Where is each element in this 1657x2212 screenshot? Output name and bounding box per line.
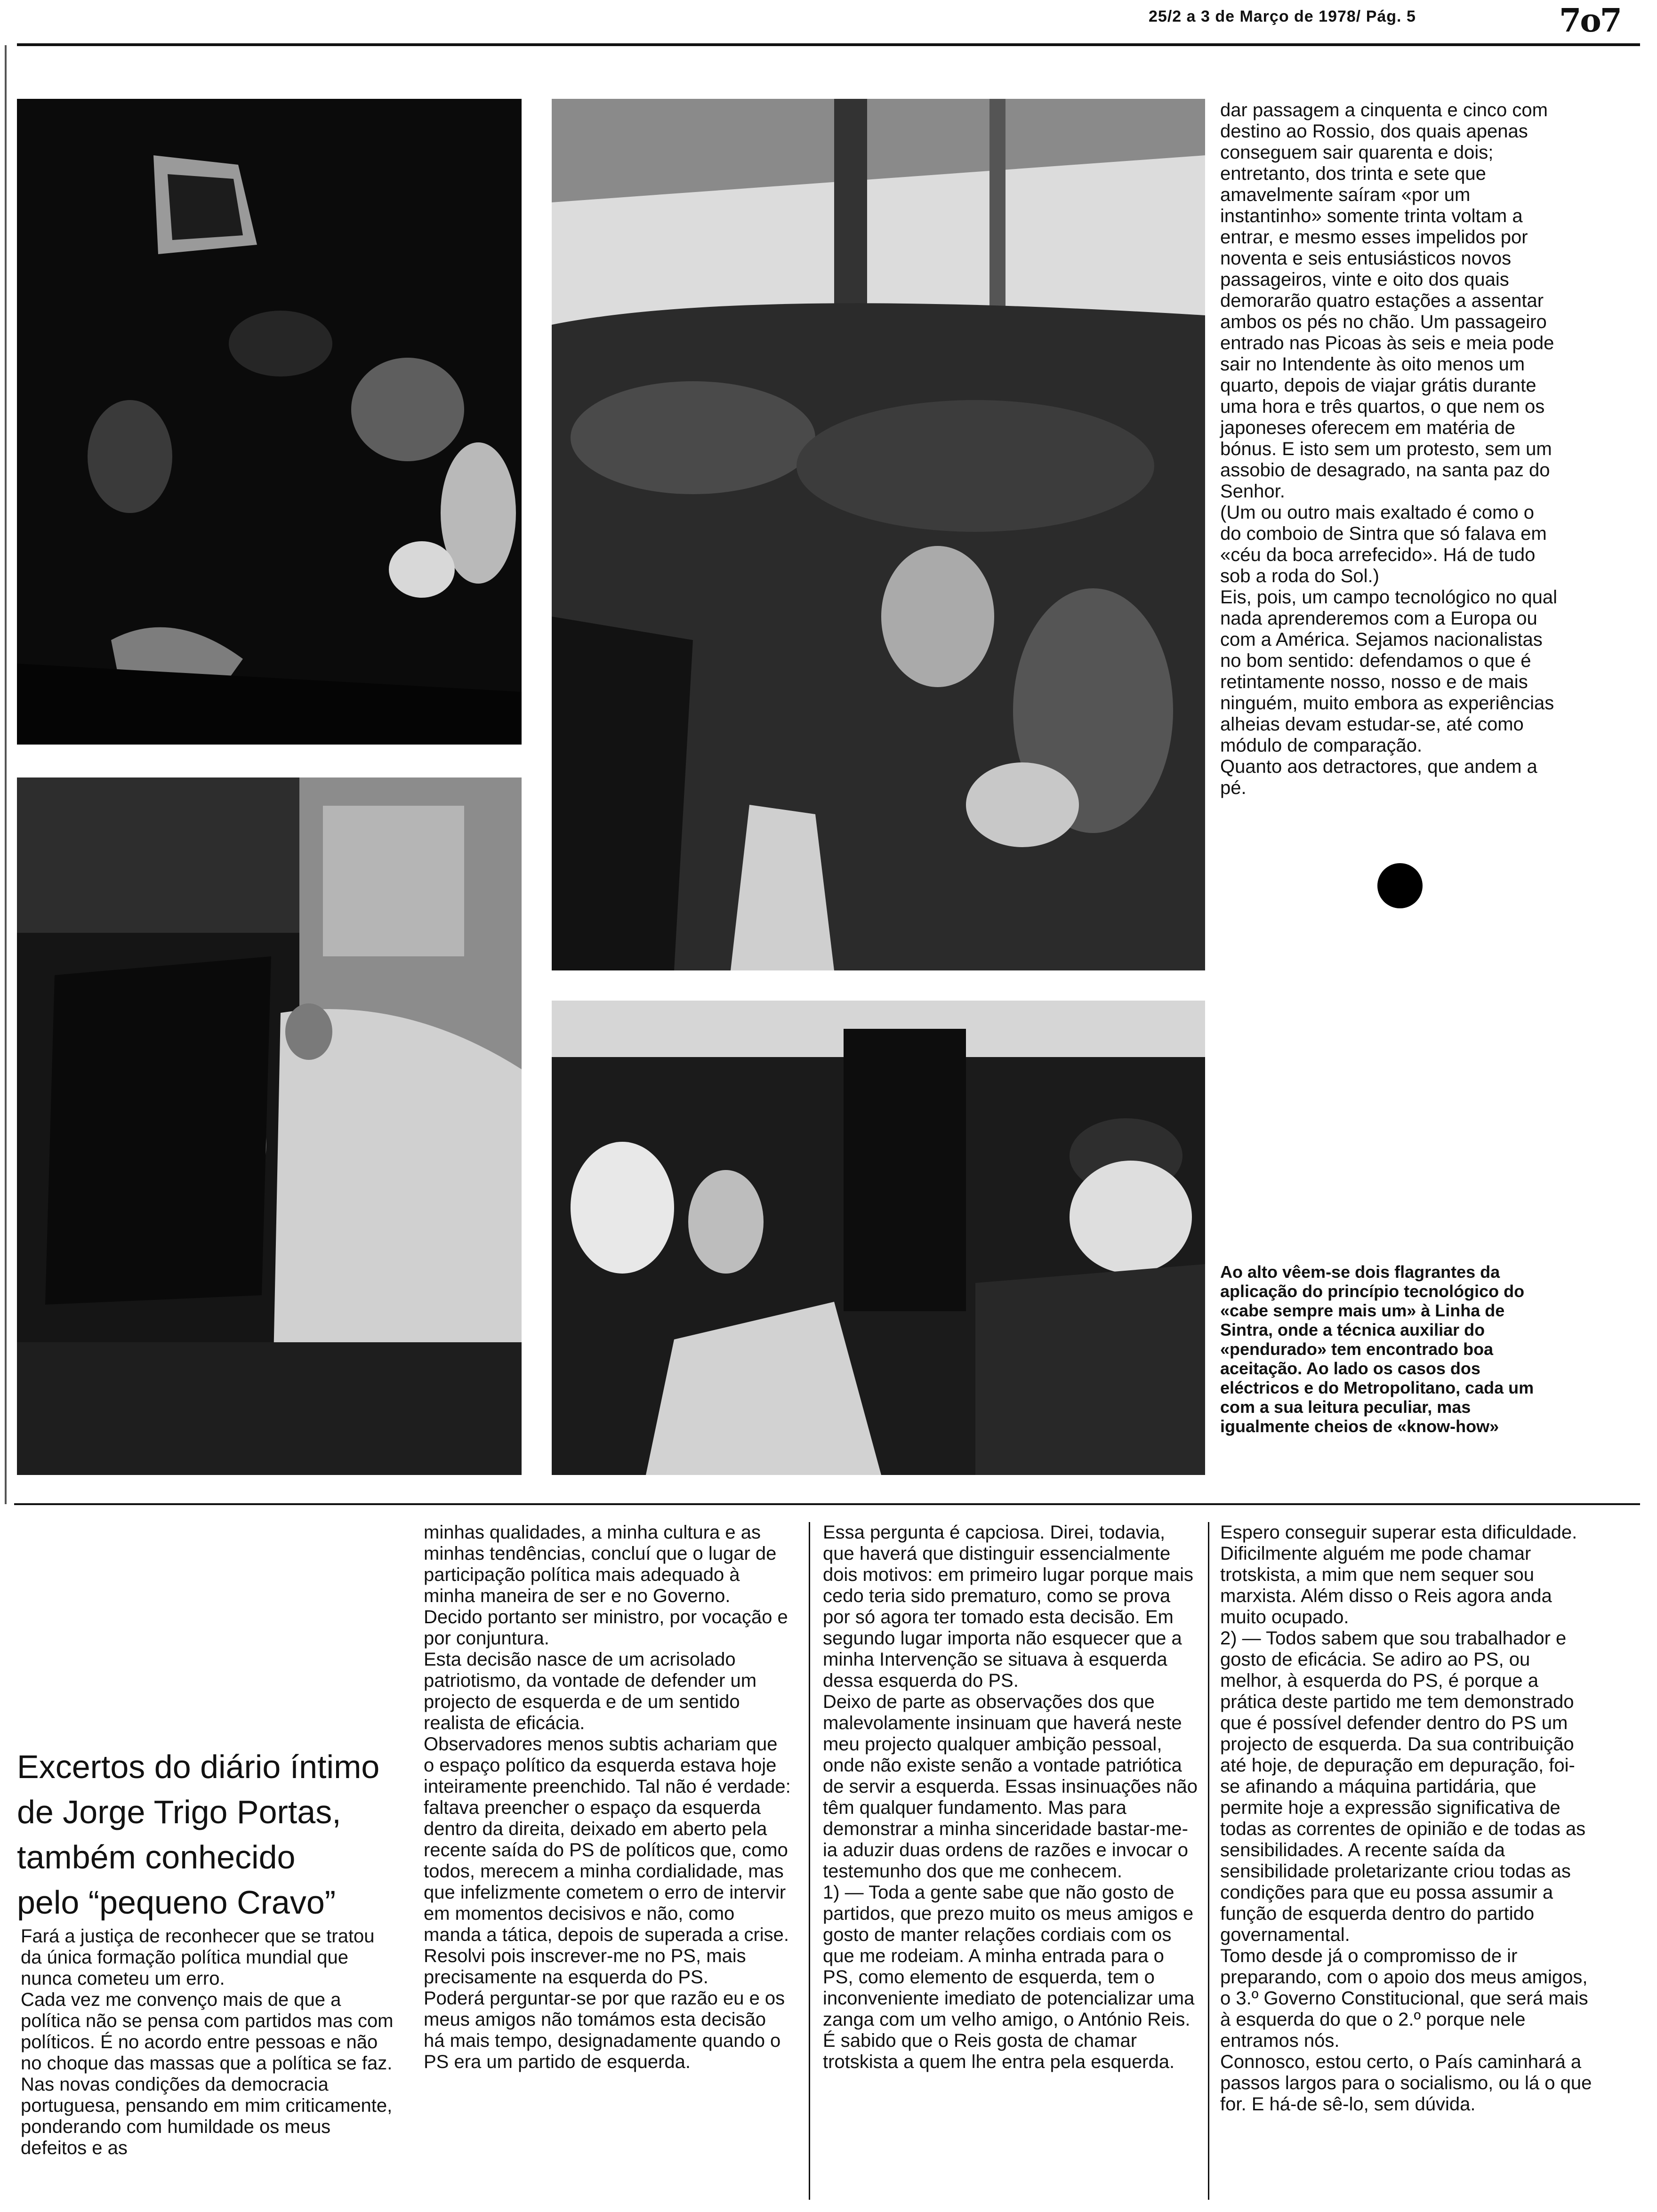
article-paragraph: Deixo de parte as observações dos que malevolamente insinuam que haverá neste meu projecto qualquer ambição pessoal, onde não existe senão a vontade patriótica de servir a esquerda. Essas insinuações não têm qualquer fundamento. Mas para demonstrar a minha sinceridade bastar-me-ia aduzir duas ordens de razões e invocar o testemunho dos que me conhecem. (823, 1691, 1198, 1882)
column-rule (1208, 1522, 1209, 2200)
article-paragraph: Cada vez me convenço mais de que a política não se pensa com partidos mas com políticos. É no acordo entre pessoas e não no choque das massas que a política se faz. (21, 1989, 394, 2074)
bullet-dot (1377, 863, 1423, 908)
right-paragraph: (Um ou outro mais exaltado é como o do comboio de Sintra que só falava em «céu da boca arrefecido». Há de tudo sob a roda do Sol.) (1220, 502, 1547, 586)
headline-line: Excertos do diário íntimo (17, 1748, 380, 1785)
headline-line: também conhecido (17, 1839, 296, 1875)
headline-line: de Jorge Trigo Portas, (17, 1794, 341, 1830)
article-paragraph: 2) — Todos sabem que sou trabalhador e gosto de eficácia. Se adiro ao PS, ou melhor, à esquerda do PS, é porque a prática deste partido me tem demonstrado que é possível defender dentro do PS um projecto de esquerda. Da sua contribuição até hoje, de depuração em depuração, foi-se afinando a máquina partidária, que permite hoje a expressão significativa de todas as correntes de opinião e de todas as sensibilidades. A recente saída da sensibilidade proletarizante criou todas as condições para que eu possa assumir a função de esquerda dentro do partido governamental. (1220, 1628, 1586, 1945)
metro-crowd-photo (552, 1001, 1205, 1475)
right-paragraph: dar passagem a cinquenta e cinco com destino ao Rossio, dos quais apenas conseguem sair quarenta e dois; entretanto, dos trinta e sete que amavelmente saíram «por um instantinho» somente trinta voltam a entrar, e mesmo esses impelidos por noventa e seis entusiásticos novos passageiros, vinte e oito dos quais demorarão quatro estações a assentar ambos os pés no chão. Um passageiro entrado nas Picoas às seis e meia pode sair no Intendente às oito menos um quarto, depois de viajar grátis durante uma hora e três quartos, o que nem os japoneses oferecem em matéria de bónus. E isto sem um protesto, sem um assobio de desagrado, na santa paz do Senhor. (1220, 100, 1554, 502)
page-edge (5, 45, 7, 1504)
right-paragraph: Eis, pois, um campo tecnológico no qual nada aprenderemos com a Europa ou com a América. Sejamos nacionalistas no bom sentido: defendamos o que é retintamente nosso, nosso e de mais ninguém, muito embora as experiências alheias devam estudar-se, até como módulo de comparação. (1220, 587, 1557, 756)
photo-caption: Ao alto vêem-se dois flagrantes da aplicação do princípio tecnológico do «cabe sempre mais um» à Linha de Sintra, onde a técnica auxiliar do «pendurado» tem encontrado boa aceitação. Ao lado os casos dos eléctricos e do Metropolitano, cada um com a sua leitura peculiar, mas igualmente cheios de «know-how» (1220, 1262, 1534, 1436)
article-paragraph: minhas qualidades, a minha cultura e as minhas tendências, concluí que o lugar de participação política mais adequado à minha maneira de ser e no Governo. Decido portanto ser ministro, por vocação e por conjuntura. (424, 1522, 788, 1649)
article-paragraph: Nas novas condições da democracia portuguesa, pensando em mim criticamente, ponderando com humildade os meus defeitos e as (21, 2074, 393, 2158)
crowd-interior-photo (17, 99, 522, 745)
article-column-3 (823, 1522, 1198, 2073)
article-paragraph: Essa pergunta é capciosa. Direi, todavia, que haverá que distinguir essencialmente dois motivos: em primeiro lugar porque mais cedo teria sido prematuro, como se prova por só agora ter tomado esta decisão. Em segundo lugar importa não esquecer que a minha Intervenção se situava à esquerda dessa esquerda do PS. (823, 1522, 1193, 1691)
train-station-crowd-photo (552, 99, 1205, 970)
issue-date-page: 25/2 a 3 de Março de 1978/ Pág. 5 (1149, 8, 1416, 25)
article-column-1 (21, 1926, 395, 2159)
header-rule (17, 43, 1640, 46)
article-paragraph: Observadores menos subtis achariam que o espaço político da esquerda estava hoje inteiramente preenchido. Tal não é verdade: faltava preencher o espaço da esquerda dentro da direita, deixado em aberto pela recente saída do PS de políticos que, como todos, merecem a minha cordialidade, mas que infelizmente cometem o erro de intervir em momentos decisivos e não, como manda a tática, depois de superada a crise. Resolvi pois inscrever-me no PS, mais precisamente na esquerda do PS. (424, 1734, 791, 1988)
right-column-text (1220, 100, 1559, 799)
headline-line: pelo “pequeno Cravo” (17, 1884, 336, 1921)
section-divider (14, 1503, 1640, 1505)
masthead-logo: 7o7 (1559, 2, 1621, 40)
article-headline (17, 1744, 403, 1925)
article-paragraph: Tomo desde já o compromisso de ir preparando, com o apoio dos meus amigos, o 3.º Governo Constitucional, que será mais à esquerda do que o 2.º porque nele entramos nós. (1220, 1946, 1588, 2051)
article-column-4 (1220, 1522, 1595, 2115)
column-rule (809, 1522, 810, 2200)
article-paragraph: Esta decisão nasce de um acrisolado patriotismo, da vontade de defender um projecto de esquerda e de um sentido realista de eficácia. (424, 1649, 757, 1733)
article-paragraph: 1) — Toda a gente sabe que não gosto de partidos, que prezo muito os meus amigos e gosto de manter relações cordiais com os que me rodeiam. A minha entrada para o PS, como elemento de esquerda, tem o inconveniente imediato de potencializar uma zanga com um velho amigo, o António Reis. É sabido que o Reis gosta de chamar trotskista a quem lhe entra pela esquerda. (823, 1882, 1195, 2072)
article-paragraph: Poderá perguntar-se por que razão eu e os meus amigos não tomámos esta decisão há mais tempo, designadamente quando o PS era um partido de esquerda. (424, 1988, 785, 2072)
article-column-2 (424, 1522, 791, 2073)
right-paragraph: Quanto aos detractores, que andem a pé. (1220, 756, 1537, 798)
article-paragraph: Connosco, estou certo, o País caminhará a passos largos para o socialismo, ou lá o que for. E há-de sê-lo, sem dúvida. (1220, 2052, 1592, 2115)
tram-door-photo (17, 777, 522, 1475)
article-paragraph: Fará a justiça de reconhecer que se tratou da única formação política mundial que nunca cometeu um erro. (21, 1926, 375, 1989)
article-paragraph: Espero conseguir superar esta dificuldade. Dificilmente alguém me pode chamar trotskista, a mim que nem sequer sou marxista. Além disso o Reis agora anda muito ocupado. (1220, 1522, 1577, 1627)
